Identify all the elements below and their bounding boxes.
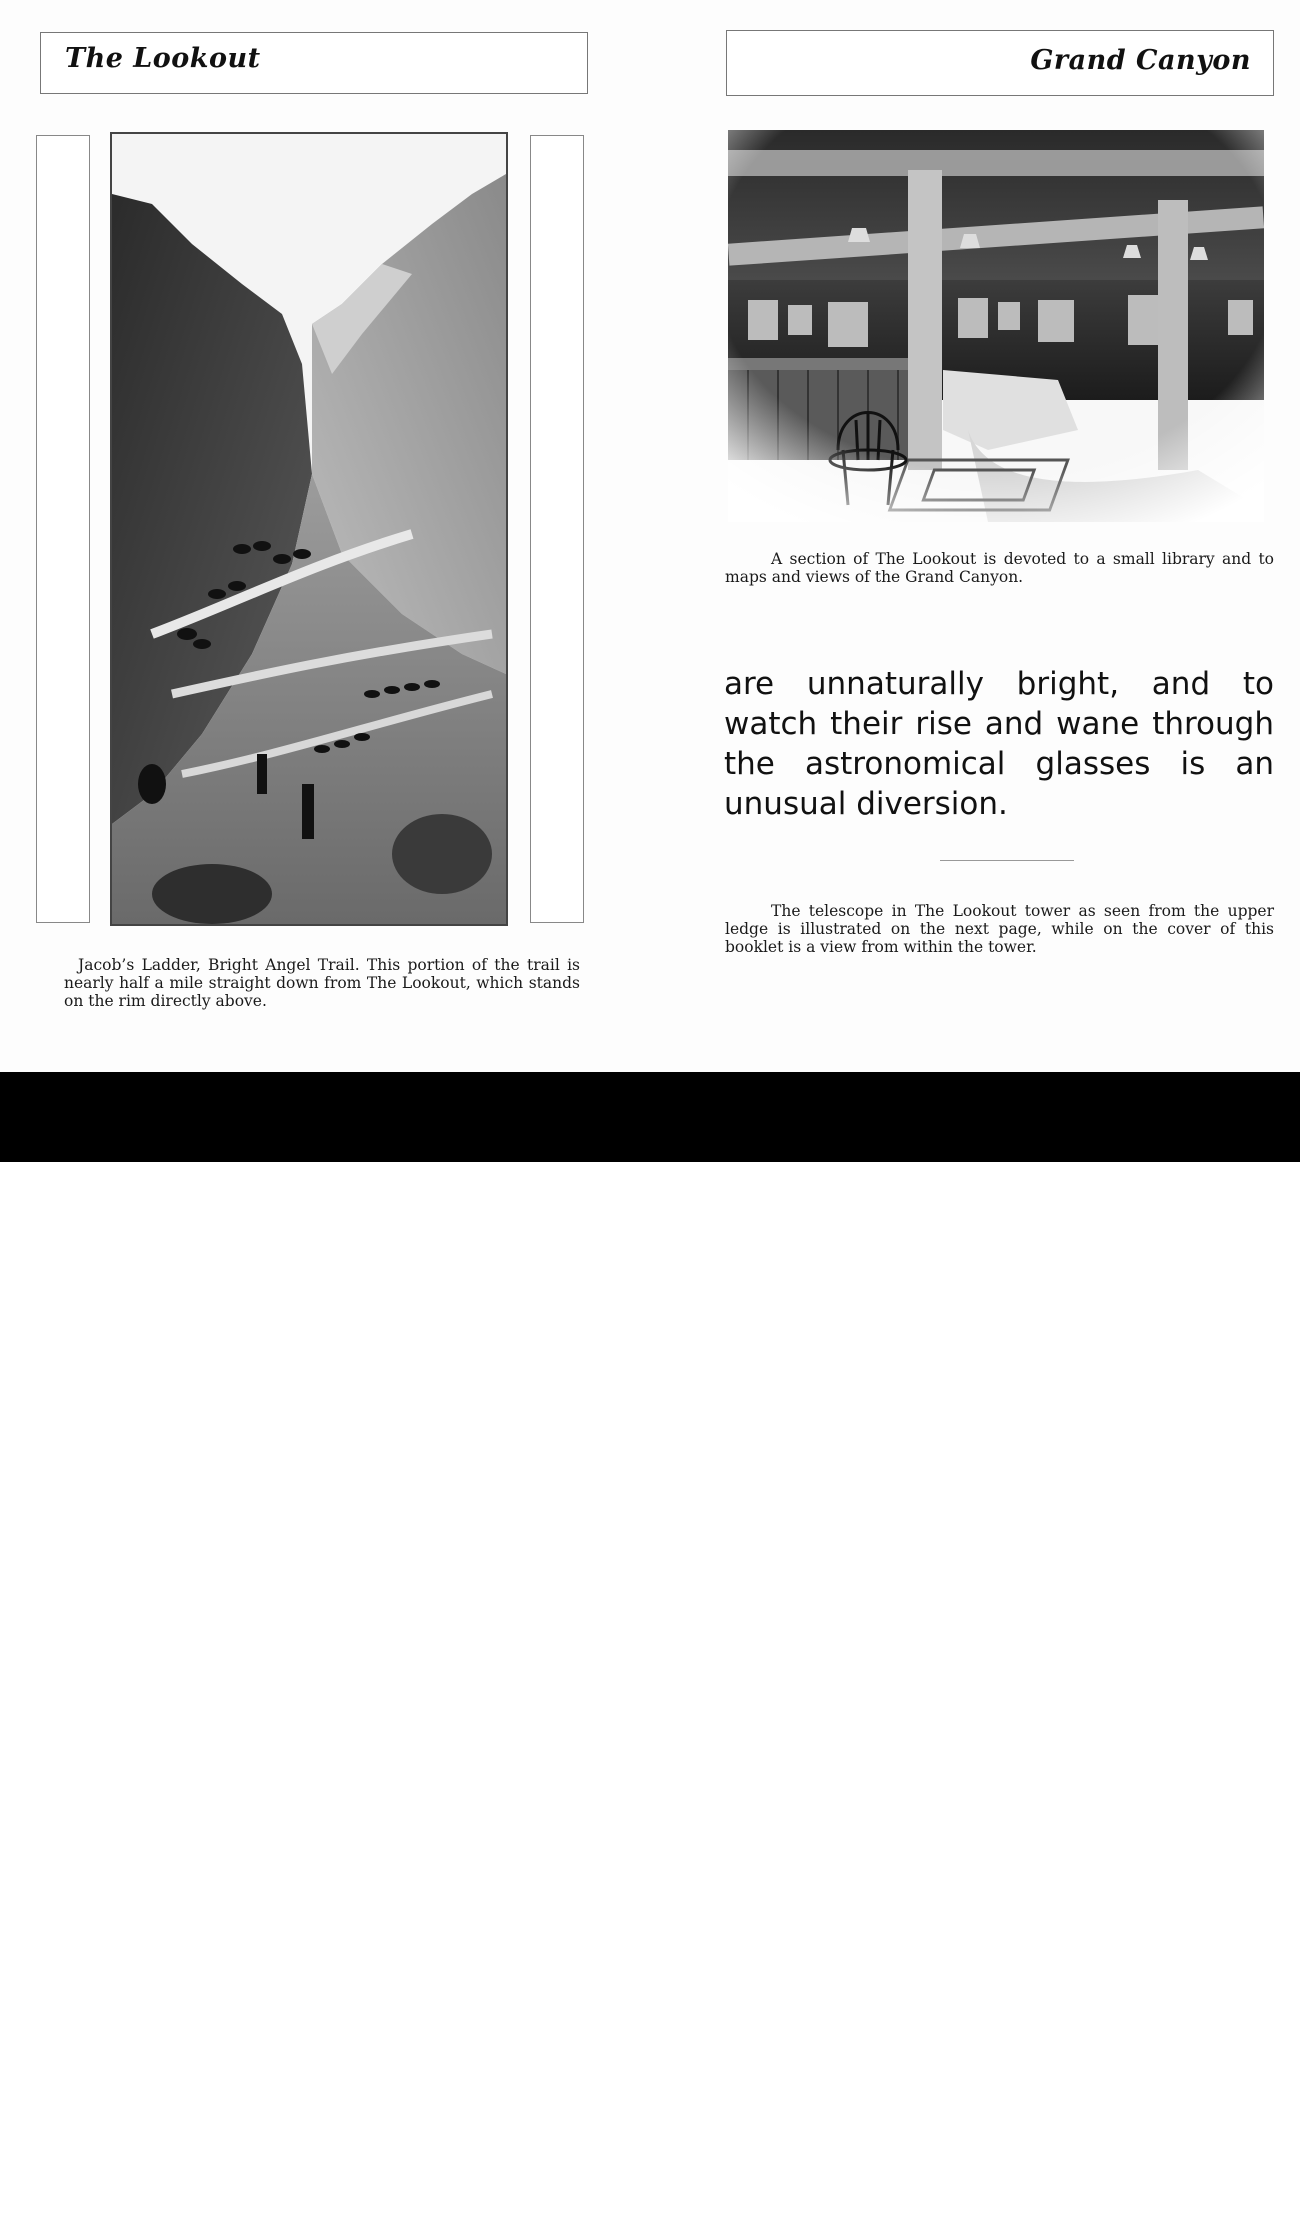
right-side-bar xyxy=(530,135,584,923)
alamy-logo: alamy xyxy=(22,2153,207,2218)
watermark-footer xyxy=(0,1072,1300,2218)
booklet-spread xyxy=(0,0,1300,1072)
library-interior-illustration xyxy=(728,130,1264,522)
left-header-box xyxy=(40,32,588,94)
left-photo-caption: Jacob’s Ladder, Bright Angel Trail. This portion of the trail is nearly half a mile straight down from The Lookout, which stands on the rim directly above. xyxy=(64,956,580,1010)
right-header-box xyxy=(726,30,1274,96)
left-header-title: The Lookout xyxy=(65,43,261,74)
lookout-interior-photo xyxy=(728,130,1264,522)
right-photo-caption: A section of The Lookout is devoted to a small library and to maps and views of the Grand Canyon. xyxy=(725,550,1274,586)
jacobs-ladder-photo xyxy=(110,132,508,926)
left-side-bar xyxy=(36,135,90,923)
canyon-photo-illustration xyxy=(112,134,506,924)
right-header-title: Grand Canyon xyxy=(1030,45,1251,76)
alamy-url: www.alamy.com xyxy=(1080,2190,1242,2214)
right-body-text: are unnaturally bright, and to watch their rise and wane through the astronomical glasses is an unusual diversion. xyxy=(724,666,1274,822)
right-footnote: The telescope in The Lookout tower as seen from the upper ledge is illustrated on the next page, while on the cover of this booklet is a view from within the tower. xyxy=(725,902,1274,956)
section-divider xyxy=(940,860,1074,861)
image-id-label: Image ID: HA2243 xyxy=(1104,2166,1242,2184)
